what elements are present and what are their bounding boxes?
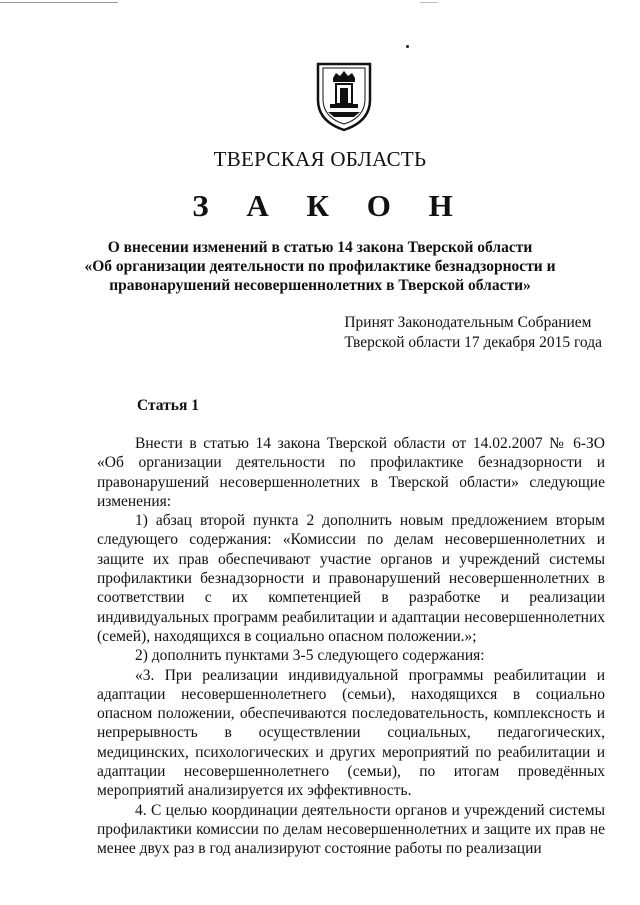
adoption-note <box>344 313 602 353</box>
region-heading: ТВЕРСКАЯ ОБЛАСТЬ <box>213 147 427 171</box>
article-paragraph: 2) дополнить пунктами 3-5 следующего содержания: <box>135 647 485 665</box>
article-paragraph: 1) абзац второй пункта 2 дополнить новым предложением вторым следующего содержания: «Комиссии по делам несовершеннолетних и защите их прав обеспечивают участие органов и учреждений системы профилактики безнадзорности и правонарушений несовершеннолетних в соответствии с их компетенцией в разработке и реализации индивидуальных программ реабилитации и адаптации несовершеннолетних (семей), находящихся в социально опасном положении.»; <box>97 512 605 645</box>
coat-of-arms-emblem <box>314 62 374 132</box>
article-paragraph: «3. При реализации индивидуальной программы реабилитации и адаптации несовершеннолетнего (семьи), находящихся в социально опасном положении, обеспечиваются последовательность, комплексность и непрерывность в осуществлении социальных, педагогических, медицинских, психологических и других мероприятий по реабилитации и адаптации несовершеннолетнего (семьи), по итогам проведённых мероприятий анализируется их эффективность. <box>97 666 605 800</box>
document-type-heading: З А К О Н <box>192 188 468 223</box>
scan-dot <box>406 45 409 48</box>
top-rule-mark <box>420 2 438 3</box>
adoption-note-line: Тверской области 17 декабря 2015 года <box>344 334 602 351</box>
law-title-line: О внесении изменений в статью 14 закона Тверской области <box>107 239 533 256</box>
law-title-line: «Об организации деятельности по профилактике безнадзорности и <box>84 258 556 275</box>
top-rule <box>0 2 118 3</box>
law-title-line: правонарушений несовершеннолетних в Тверской области» <box>109 277 531 294</box>
coat-of-arms-icon <box>314 62 374 132</box>
law-title <box>60 238 580 295</box>
article-body <box>97 434 605 859</box>
article-heading: Статья 1 <box>137 397 199 414</box>
article-paragraph: Внести в статью 14 закона Тверской области от 14.02.2007 № 6-ЗО «Об организации деятельности по профилактике безнадзорности и правонарушений несовершеннолетних в Тверской области» следующие изменения: <box>97 435 605 510</box>
article-paragraph: 4. С целью координации деятельности органов и учреждений системы профилактики комиссии по делам несовершеннолетних и защите их прав не менее двух раз в год анализируют состояние работы по реализации <box>97 801 605 858</box>
adoption-note-line: Принят Законодательным Собранием <box>344 314 592 331</box>
